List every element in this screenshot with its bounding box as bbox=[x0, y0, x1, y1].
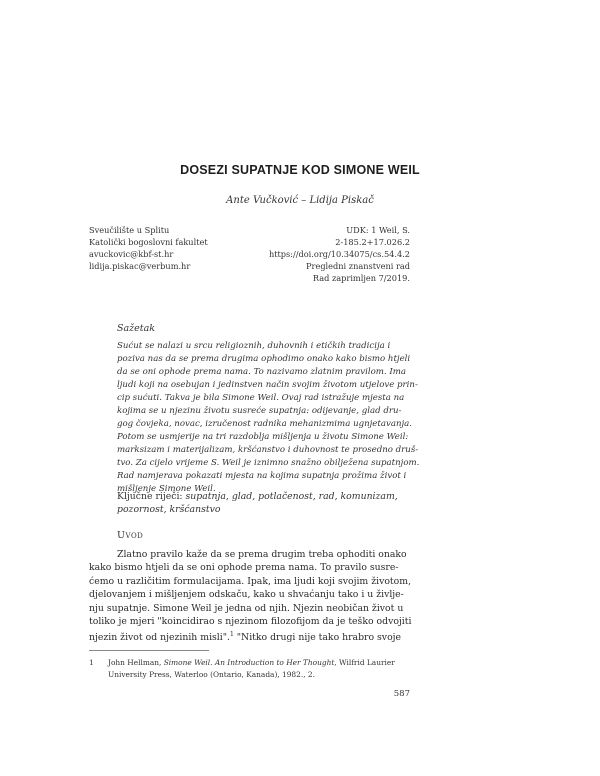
footnote-text bbox=[108, 657, 412, 681]
udk: UDK: 1 Weil, S. bbox=[346, 225, 410, 235]
article-title: DOSEZI SUPATNJE KOD SIMONE WEIL bbox=[180, 163, 420, 177]
body-text bbox=[89, 548, 412, 645]
abstract-line: Sućut se nalazi u srcu religioznih, duhovnih i etičkih tradicija i bbox=[117, 341, 391, 351]
abstract-line: Rad namjerava pokazati mjesta na kojima supatnja prožima život i bbox=[117, 471, 407, 481]
page-number: 587 bbox=[393, 689, 410, 699]
abstract-line: Potom se usmjerije na tri razdoblja mišljenja u životu Simone Weil: bbox=[117, 432, 409, 442]
udk-codes: 2-185.2+17.026.2 bbox=[335, 237, 410, 247]
abstract bbox=[117, 340, 420, 496]
body-line: "Nitko drugi nije tako hrabro svoje bbox=[233, 632, 402, 644]
abstract-line: gog čovjeka, novac, izručenost radnika mehanizmima ugnjetavanja. bbox=[117, 419, 412, 429]
abstract-line: poziva nas da se prema drugima ophodimo onako kako bismo htjeli bbox=[117, 354, 411, 364]
affiliation-faculty: Katolički bogoslovni fakultet bbox=[89, 237, 208, 247]
keywords bbox=[117, 490, 417, 516]
body-line: ćemo u različitim formulacijama. Ipak, ima ljudi koji svojim životom, bbox=[89, 575, 412, 587]
doi: https://doi.org/10.34075/cs.54.4.2 bbox=[268, 249, 410, 259]
abstract-line: mišljenje Simone Weil. bbox=[117, 484, 216, 494]
abstract-heading: Sažetak bbox=[117, 323, 156, 334]
footnote-book-title: Simone Weil. An Introduction to Her Thought bbox=[163, 658, 335, 667]
body-line: toliko je mjeri "koincidirao s njezinom filozofijom da je teško odvojiti bbox=[89, 616, 412, 628]
body-line: njezin život od njezinih misli". bbox=[89, 632, 230, 644]
footnote-ref[interactable]: 1 bbox=[230, 631, 234, 639]
body-line: kako bismo htjeli da se oni ophode prema nama. To pravilo susre- bbox=[89, 562, 399, 574]
footnote-number: 1 bbox=[89, 658, 94, 667]
article-type: Pregledni znanstveni rad bbox=[306, 261, 410, 271]
affiliation-university: Sveučilište u Splitu bbox=[89, 225, 170, 235]
section-heading: Uvod bbox=[117, 530, 144, 541]
affiliation-block bbox=[89, 224, 208, 272]
body-line: Zlatno pravilo kaže da se prema drugim treba ophoditi onako bbox=[117, 549, 407, 560]
abstract-line: kojima se u njezinu životu susreće supatnja: odijevanje, glad dru- bbox=[117, 406, 402, 416]
keywords-label: Ključne riječi: bbox=[117, 491, 183, 502]
footnote-divider bbox=[89, 650, 209, 651]
abstract-line: da se oni ophode prema nama. To nazivamo zlatnim pravilom. Ima bbox=[117, 367, 407, 377]
footnote-publisher-cont: University Press, Waterloo (Ontario, Kanada), 1982., 2. bbox=[108, 670, 315, 679]
abstract-line: marksizam i materijalizam, kršćanstvo i duhovnost te prosedno druš- bbox=[117, 445, 419, 455]
keywords-values-cont: pozornost, kršćanstvo bbox=[117, 504, 221, 515]
author-email-1: avuckovic@kbf-st.hr bbox=[89, 249, 174, 259]
abstract-line: tvo. Za cijelo vrijeme S. Weil je iznimno snažno obilježena supatnjom. bbox=[117, 458, 420, 468]
body-line-with-ref bbox=[89, 628, 412, 645]
metadata-block bbox=[269, 224, 410, 284]
keywords-values: supatnja, glad, potlačenost, rad, komunizam, bbox=[185, 491, 398, 502]
footnote-author: John Hellman, bbox=[108, 658, 164, 667]
footnote-publisher: , Wilfrid Laurier bbox=[334, 658, 395, 667]
footnote bbox=[89, 657, 412, 681]
author-email-2: lidija.piskac@verbum.hr bbox=[89, 261, 191, 271]
body-line: nju supatnje. Simone Weil je jedna od njih. Njezin neobičan život u bbox=[89, 602, 404, 614]
received-date: Rad zaprimljen 7/2019. bbox=[312, 273, 410, 283]
authors: Ante Vučković – Lidija Piskač bbox=[226, 195, 374, 206]
abstract-line: ljudi koji na osebujan i jedinstven način svojim životom utjelove prin- bbox=[117, 380, 418, 390]
body-line: djelovanjem i mišljenjem odskaču, kako u shvaćanju tako i u življe- bbox=[89, 589, 404, 601]
abstract-line: cip sućuti. Takva je bila Simone Weil. Ovaj rad istražuje mjesta na bbox=[117, 393, 405, 403]
